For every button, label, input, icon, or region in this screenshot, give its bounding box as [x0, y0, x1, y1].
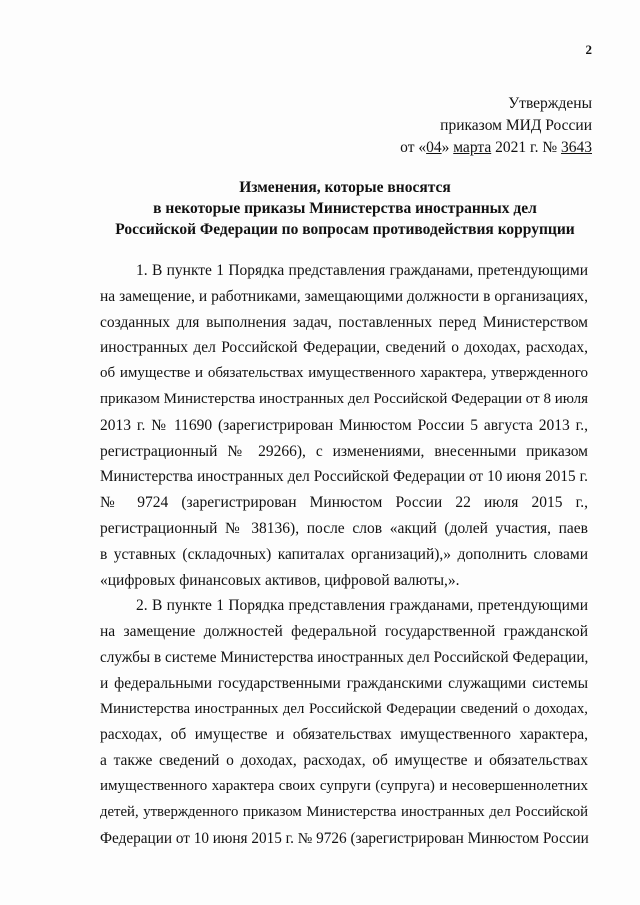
- paragraph-line: имущественного характера своих супруги (супруга) и несовершеннолетних: [100, 777, 588, 794]
- approval-date-mid: »: [441, 139, 454, 156]
- paragraph-line: «цифровых финансовых активов, цифровой валюты,».: [100, 571, 460, 589]
- paragraph-line: 1. В пункте 1 Порядка представления гражданами, претендующими: [136, 262, 588, 279]
- paragraph-line: службы в системе Министерства иностранных дел Российской Федерации,: [100, 648, 589, 666]
- paragraph-line: а также сведений о доходах, расходах, об имуществе и обязательствах: [100, 752, 588, 770]
- approval-day: 04: [426, 139, 442, 156]
- page-number: 2: [585, 42, 592, 57]
- paragraph-line: 2013 г. № 11690 (зарегистрирован Минюстом России 5 августа 2013 г.,: [100, 416, 588, 434]
- paragraph-line: об имуществе и обязательствах имущественного характера, утвержденного: [100, 365, 588, 382]
- approval-line-3: [400, 137, 592, 159]
- document-title: [60, 177, 630, 240]
- title-line-1: Изменения, которые вносятся: [239, 179, 451, 196]
- paragraph-line: регистрационный № 38136), после слов «акций (долей участия, паев: [100, 519, 588, 537]
- paragraph-line: регистрационный № 29266), с изменениями, внесенными приказом: [100, 442, 588, 460]
- paragraph-1: [100, 258, 588, 593]
- paragraph-line: № 9724 (зарегистрирован Минюстом России 22 июля 2015 г.,: [100, 494, 588, 512]
- paragraph-line: Министерства иностранных дел Российской Федерации сведений о доходах,: [100, 700, 588, 717]
- approval-date-prefix: от «: [400, 139, 427, 156]
- title-line-3: Российской Федерации по вопросам противодействия коррупции: [115, 221, 575, 238]
- approval-order-number: 3643: [561, 139, 592, 156]
- approval-line-1: Утверждены: [508, 95, 592, 112]
- paragraph-line: и федеральными государственными гражданскими служащими системы: [100, 674, 588, 692]
- approval-block: [400, 93, 592, 159]
- paragraph-line: Министерства иностранных дел Российской Федерации от 10 июня 2015 г.: [100, 468, 588, 486]
- title-line-2: в некоторые приказы Министерства иностранных дел: [153, 200, 537, 217]
- paragraph-line: приказом Министерства иностранных дел Российской Федерации от 8 июля: [100, 390, 588, 407]
- paragraph-line: иностранных дел Российской Федерации, сведений о доходах, расходах,: [100, 339, 588, 357]
- paragraph-line: созданных для выполнения задач, поставленных перед Министерством: [100, 313, 588, 331]
- approval-year: 2021 г. №: [491, 139, 561, 156]
- paragraph-line: Федерации от 10 июня 2015 г. № 9726 (зарегистрирован Минюстом России: [100, 829, 589, 847]
- paragraph-line: 2. В пункте 1 Порядка представления гражданами, претендующими: [136, 597, 588, 615]
- approval-month: марта: [453, 139, 492, 156]
- paragraph-2: [100, 593, 588, 851]
- paragraph-line: на замещение должностей федеральной государственной гражданской: [100, 623, 588, 641]
- paragraph-line: расходах, об имуществе и обязательствах имущественного характера,: [100, 726, 588, 744]
- paragraph-line: в уставных (складочных) капиталах организаций),» дополнить словами: [100, 545, 588, 563]
- approval-line-2: приказом МИД России: [440, 117, 592, 134]
- document-body: [100, 258, 588, 851]
- paragraph-line: на замещение, и работниками, замещающими должности в организациях,: [100, 287, 588, 305]
- paragraph-line: детей, утвержденного приказом Министерства иностранных дел Российской: [100, 803, 588, 820]
